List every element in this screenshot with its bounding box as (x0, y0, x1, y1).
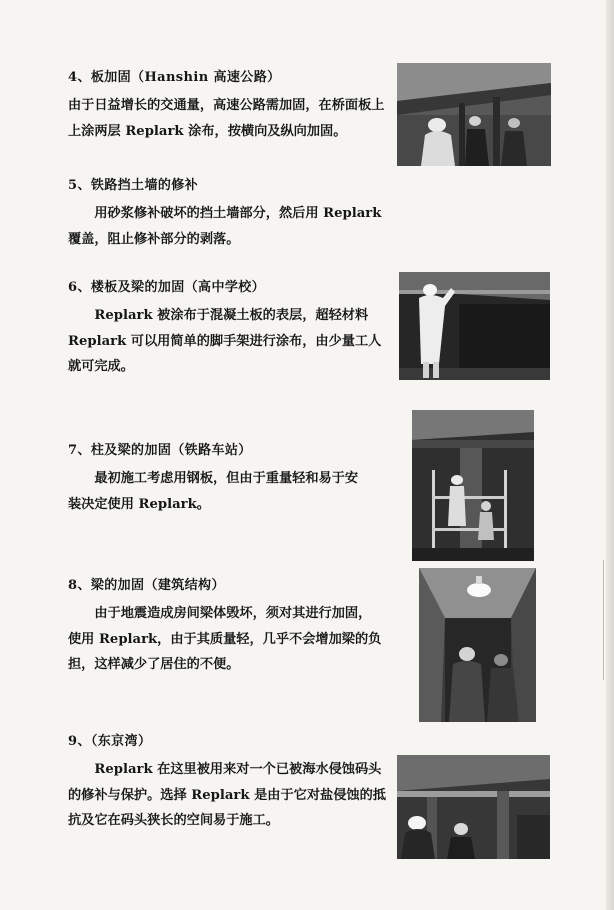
body-line: 用砂浆修补破坏的挡土墙部分，然后用 Replark (68, 206, 382, 221)
body-line: 抗及它在码头狭长的空间易于施工。 (68, 813, 279, 828)
body-line: 的修补与保护。选择 Replark 是由于它对盐侵蚀的抵 (68, 787, 386, 803)
section-body (68, 466, 358, 517)
body-line: 担，这样减少了居住的不便。 (68, 657, 240, 672)
body-line: 最初施工考虑用钢板，但由于重量轻和易于安 (68, 471, 359, 486)
body-line: 装决定使用 Replark。 (68, 496, 210, 512)
pier-repair-photo (397, 755, 550, 859)
body-line: 由于日益增长的交通量，高速公路需加固，在桥面板上 (68, 98, 385, 113)
section-body (68, 601, 381, 678)
bridge-deck-work-photo (397, 63, 551, 166)
section-title: 5、铁路挡土墙的修补 (68, 178, 199, 193)
body-line: 覆盖，阻止修补部分的剥落。 (68, 231, 240, 247)
section-body (68, 201, 381, 252)
section-9 (68, 730, 386, 834)
body-line: Replark 可以用简单的脚手架进行涂布，由少量工人 (68, 333, 382, 349)
section-body (68, 93, 385, 144)
body-line: Replark 在这里被用来对一个已被海水侵蚀码头 (68, 762, 382, 777)
ceiling-slab-work-photo (399, 272, 550, 380)
section-4 (68, 66, 385, 144)
column-beam-scaffold-photo (412, 410, 534, 561)
body-line: 上涂两层 Replark 涂布，按横向及纵向加固。 (68, 123, 347, 139)
page-edge (606, 0, 614, 910)
building-beam-room-photo (419, 568, 536, 722)
body-line: 使用 Replark，由于其质量轻，几乎不会增加梁的负 (68, 631, 382, 647)
body-line: 由于地震造成房间梁体毁坏，须对其进行加固， (68, 606, 372, 621)
section-title: 6、楼板及梁的加固（高中学校） (68, 280, 266, 295)
section-7 (68, 439, 358, 517)
section-body (68, 757, 386, 834)
section-body (68, 303, 381, 380)
section-8 (68, 574, 381, 678)
section-title: 4、板加固（Hanshin 高速公路） (68, 70, 281, 85)
body-line: 就可完成。 (68, 359, 134, 374)
section-6 (68, 276, 381, 380)
section-title: 7、柱及梁的加固（铁路车站） (68, 443, 252, 458)
section-5 (68, 174, 381, 252)
section-title: 9、（东京湾） (68, 734, 152, 749)
scan-scratch (603, 560, 604, 680)
section-title: 8、梁的加固（建筑结构） (68, 578, 225, 593)
body-line: Replark 被涂布于混凝土板的表层，超轻材料 (68, 308, 369, 323)
